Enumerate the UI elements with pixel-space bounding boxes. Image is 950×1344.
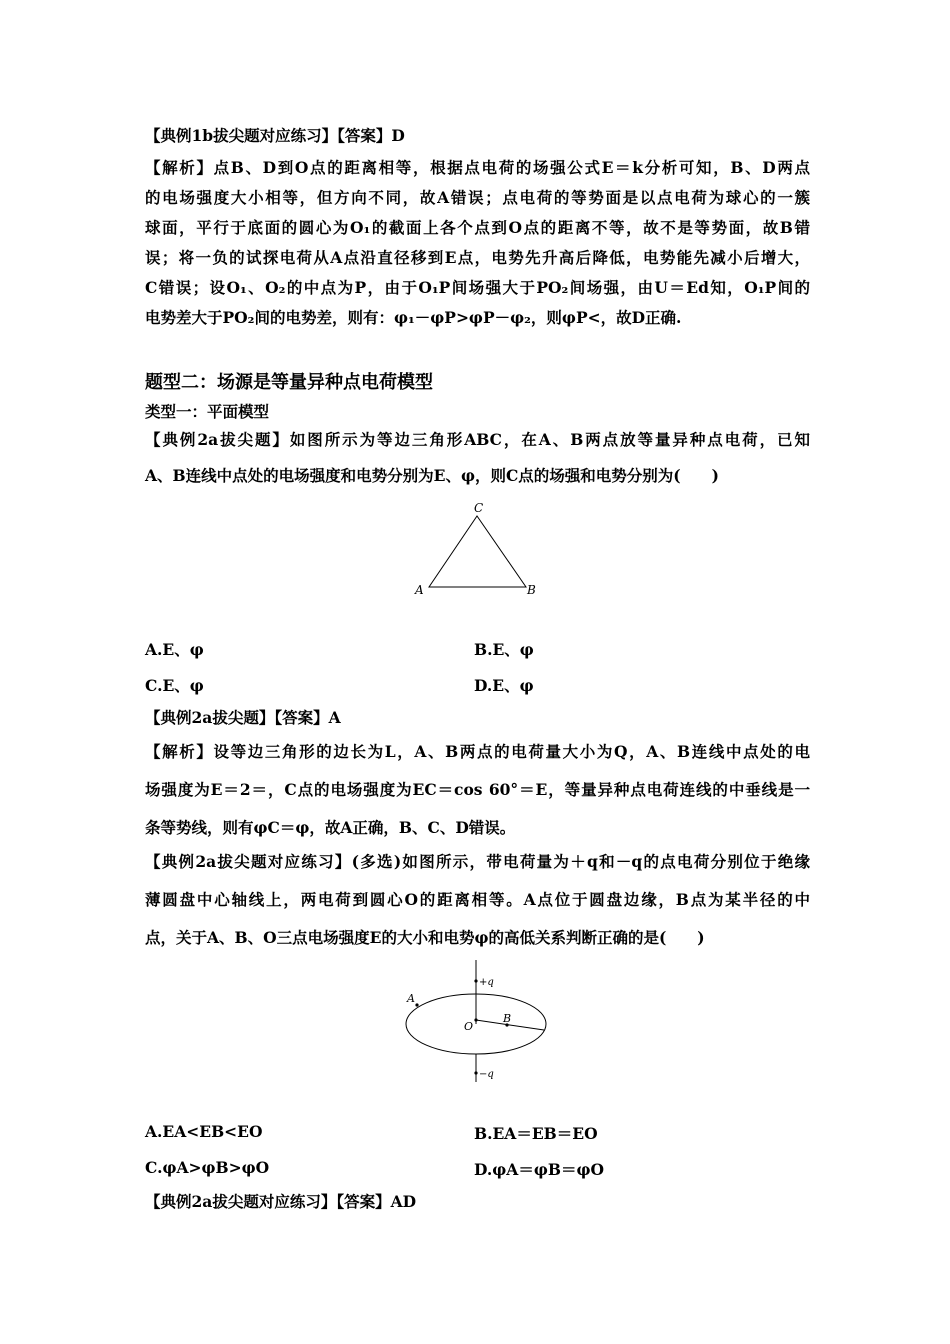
question-line: 【典例2a拔尖题】如图所示为等边三角形ABC，在A、B两点放等量异种点电荷，已知 [145,430,810,449]
disk-figure [395,958,555,1088]
practice-question-line: 【典例2a拔尖题对应练习】(多选)如图所示，带电荷量为＋q和－q的点电荷分别位于绝缘 [145,852,810,871]
analysis-line: 场强度为E＝2＝，C点的电场强度为EC＝cos 60°＝E，等量异种点电荷连线的中垂线是一 [145,780,810,799]
label-plus-q: +q [479,977,494,988]
analysis-line: 的电场强度大小相等，但方向不同，故A错误；点电荷的等势面是以点电荷为球心的一簇 [145,188,810,207]
practice-option-c: C.φA>φB>φO [145,1158,270,1177]
minus-q-dot [474,1071,477,1074]
practice-question-line: 薄圆盘中心轴线上，两电荷到圆心O的距离相等。A点位于圆盘边缘，B点为某半径的中 [145,890,810,909]
option-b: B.E、φ [474,640,534,659]
practice-option-a: A.EA<EB<EO [145,1122,263,1141]
option-d: D.E、φ [474,676,534,695]
practice-answer-line: 【典例2a拔尖题对应练习】【答案】AD [145,1192,417,1211]
label-b: B [503,1012,512,1025]
question-line: A、B连线中点处的电场强度和电势分别为E、φ，则C点的场强和电势分别为( ) [145,466,719,485]
triangle-figure [405,498,555,604]
analysis-line: 球面，平行于底面的圆心为O₁的截面上各个点到O点的距离不等，故不是等势面，故B错 [145,218,810,237]
analysis-line: 电势差大于PO₂间的电势差，则有：φ₁－φP>φP－φ₂，则φP<，故D正确. [145,308,682,327]
section-subheading: 类型一：平面模型 [145,403,270,421]
analysis-line: 【解析】设等边三角形的边长为L，A、B两点的电荷量大小为Q，A、B连线中点处的电 [145,742,810,761]
analysis-line: 条等势线，则有φC＝φ，故A正确，B、C、D错误。 [145,818,516,837]
o-dot [474,1018,477,1021]
label-a: A [407,992,415,1005]
analysis-line: C错误；设O₁、O₂的中点为P，由于O₁P间场强大于PO₂间场强，由U＝Ed知，O₁P间的 [145,278,810,297]
label-minus-q: −q [479,1069,494,1080]
practice-option-d: D.φA＝φB＝φO [474,1160,604,1179]
triangle-abc [429,516,526,587]
practice-option-b: B.EA＝EB＝EO [474,1124,598,1143]
plus-q-dot [474,979,477,982]
practice-question-line: 点，关于A、B、O三点电场强度E的大小和电势φ的高低关系判断正确的是( ) [145,928,705,947]
option-a: A.E、φ [145,640,204,659]
answer-line-1b: 【典例1b拔尖题对应练习】【答案】D [145,126,405,145]
label-c: C [474,501,484,515]
answer-line-2a: 【典例2a拔尖题】【答案】A [145,708,341,727]
section-heading: 题型二：场源是等量异种点电荷模型 [145,372,433,393]
label-o: O [464,1020,474,1033]
a-dot [415,1003,418,1006]
label-a: A [415,583,424,597]
analysis-line: 误；将一负的试探电荷从A点沿直径移到E点，电势先升高后降低，电势能先减小后增大， [145,248,810,267]
analysis-line: 【解析】点B、D到O点的距离相等，根据点电荷的场强公式E＝k分析可知，B、D两点 [145,158,810,177]
option-c: C.E、φ [145,676,204,695]
label-b: B [527,583,536,597]
